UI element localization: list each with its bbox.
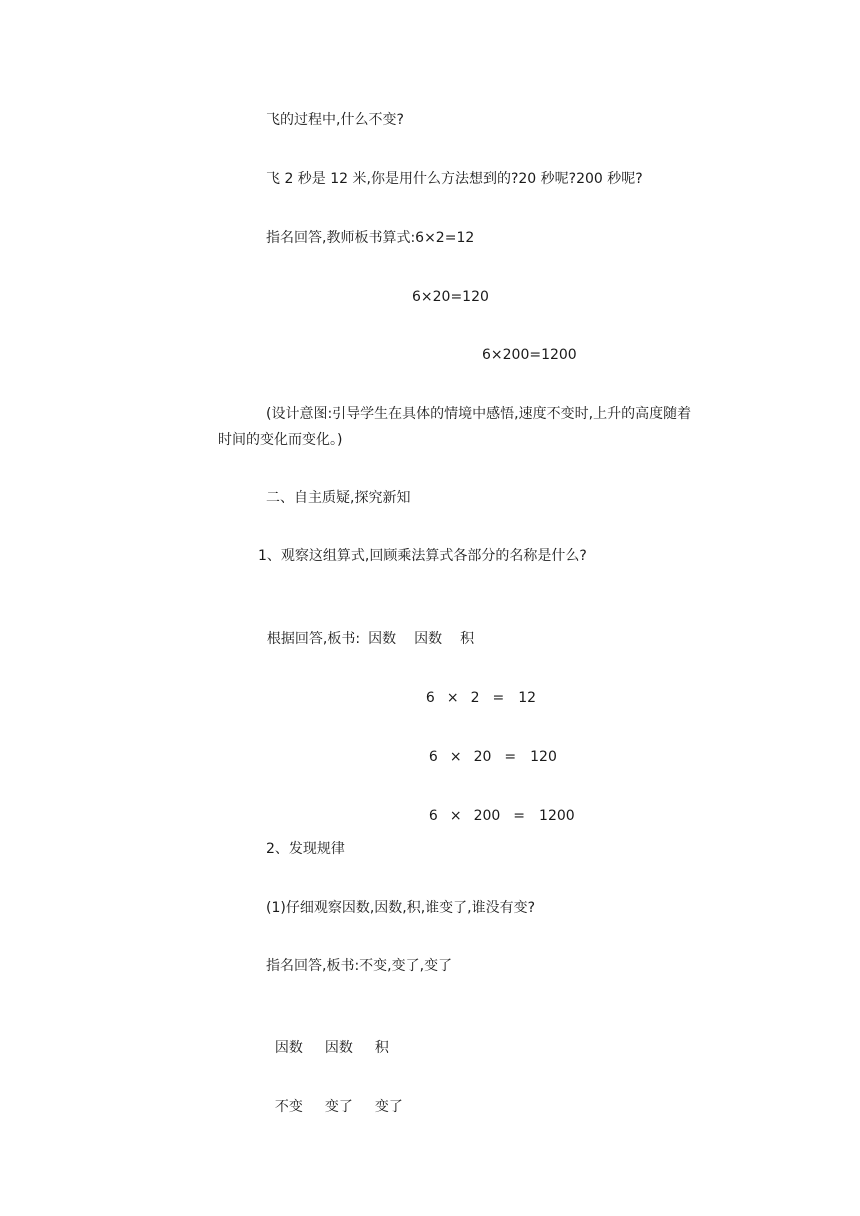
text-line: 指名回答,板书:不变,变了,变了: [266, 958, 453, 974]
board-labels: [266, 1012, 389, 1060]
factor-value: 6: [425, 690, 435, 706]
equation-line: 6×200=1200: [482, 347, 577, 363]
text-line: 飞 2 秒是 12 米,你是用什么方法想到的?20 秒呢?200 秒呢?: [266, 171, 643, 187]
board-prefix: 根据回答,板书:: [266, 631, 361, 647]
equals-sign: =: [492, 690, 505, 706]
times-sign: ×: [449, 808, 462, 824]
equation-row: [417, 662, 536, 710]
status-label: 不变: [274, 1099, 303, 1115]
times-sign: ×: [449, 749, 462, 765]
text-line: (设计意图:引导学生在具体的情境中感悟,速度不变时,上升的高度随着: [266, 406, 692, 422]
board-labels: [258, 603, 474, 651]
factor-value: 6: [428, 808, 438, 824]
board-status: [266, 1071, 403, 1119]
text-line: (1)仔细观察因数,因数,积,谁变了,谁没有变?: [266, 900, 536, 916]
product-label: 积: [460, 631, 475, 647]
product-label: 积: [374, 1040, 389, 1056]
factor-label: 因数: [368, 631, 397, 647]
text-line: 1、观察这组算式,回顾乘法算式各部分的名称是什么?: [258, 548, 587, 564]
factor-label: 因数: [324, 1040, 353, 1056]
equation-line: 6×20=120: [412, 289, 489, 305]
factor-value: 20: [473, 749, 492, 765]
equation-row: [420, 721, 557, 769]
text-line: 指名回答,教师板书算式:6×2=12: [266, 230, 475, 246]
factor-label: 因数: [414, 631, 443, 647]
text-line: 时间的变化而变化。): [218, 432, 343, 448]
equation-row: [420, 780, 575, 828]
section-heading: 2、发现规律: [266, 841, 345, 857]
times-sign: ×: [446, 690, 459, 706]
equals-sign: =: [513, 808, 526, 824]
factor-value: 2: [470, 690, 480, 706]
text-line: 飞的过程中,什么不变?: [266, 112, 404, 128]
status-label: 变了: [374, 1099, 403, 1115]
equals-sign: =: [504, 749, 517, 765]
factor-label: 因数: [274, 1040, 303, 1056]
product-value: 1200: [539, 808, 575, 824]
product-value: 12: [518, 690, 537, 706]
section-heading: 二、自主质疑,探究新知: [266, 490, 411, 506]
factor-value: 6: [428, 749, 438, 765]
product-value: 120: [530, 749, 557, 765]
factor-value: 200: [473, 808, 501, 824]
status-label: 变了: [324, 1099, 353, 1115]
